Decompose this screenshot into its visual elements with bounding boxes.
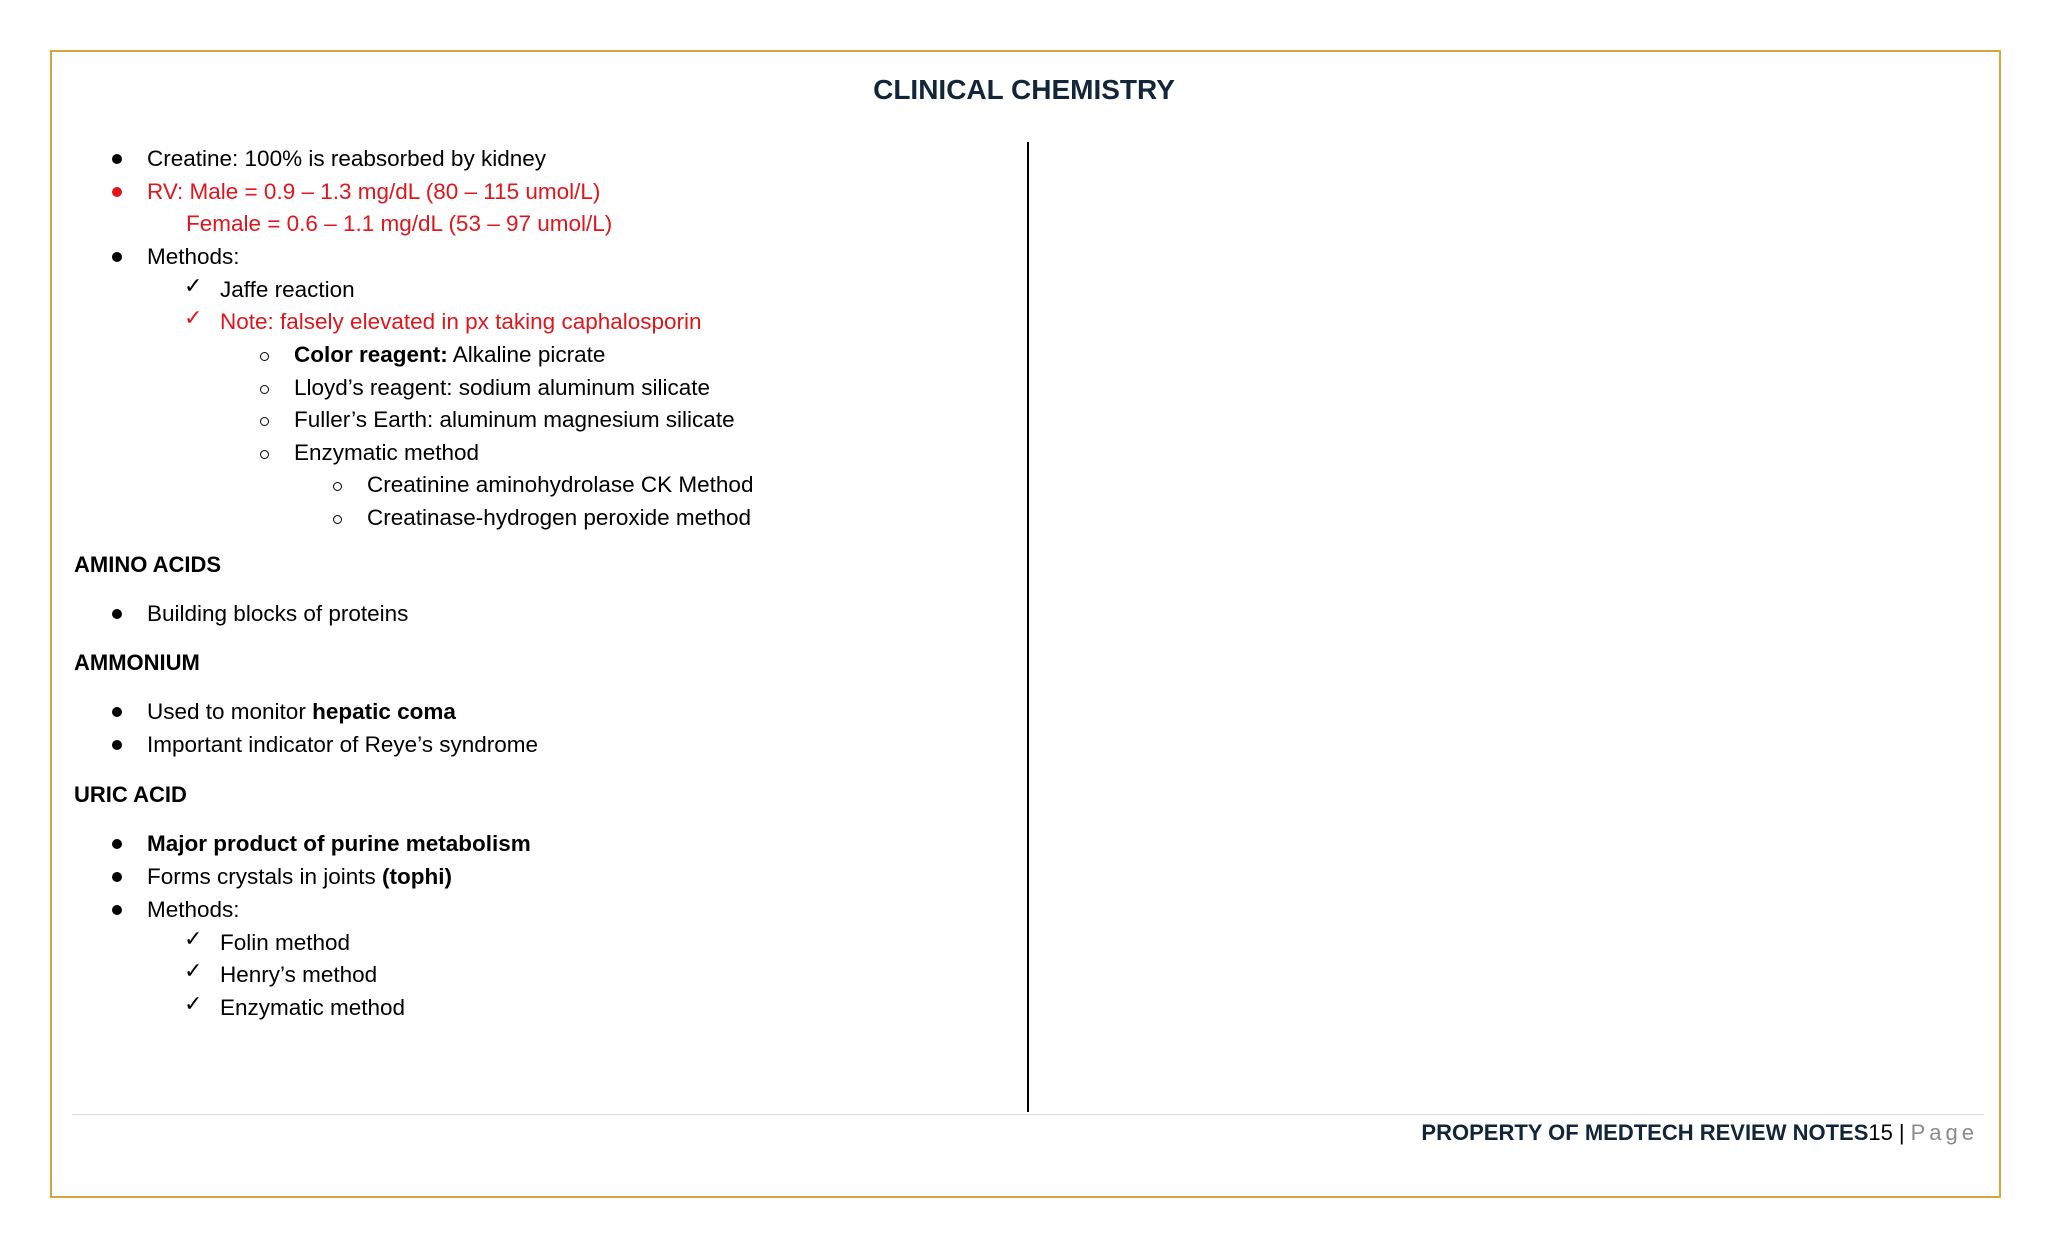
checkmark-icon: ✓: [184, 959, 203, 984]
ammonium-item-2: Important indicator of Reye’s syndrome: [147, 732, 539, 757]
method-jaffe: Jaffe reaction: [220, 277, 355, 302]
open-circle-bullet-icon: [260, 352, 269, 361]
open-circle-bullet-icon: [333, 482, 342, 491]
fuller-earth: Fuller’s Earth: aluminum magnesium silicate: [294, 407, 735, 432]
uric-acid-methods-label: Methods:: [147, 897, 240, 922]
page-title: CLINICAL CHEMISTRY: [873, 74, 1175, 105]
amino-acids-item: Building blocks of proteins: [147, 601, 409, 626]
color-reagent: [294, 341, 605, 369]
method-note: Note: falsely elevated in px taking caphalosporin: [220, 309, 702, 334]
rv-male: RV: Male = 0.9 – 1.3 mg/dL (80 – 115 umol/L): [147, 179, 601, 204]
bullet-icon: [112, 740, 122, 750]
bullet-icon: [112, 839, 122, 849]
uric-method-enzymatic: Enzymatic method: [220, 995, 406, 1020]
color-reagent-label: Color reagent:: [294, 342, 448, 367]
open-circle-bullet-icon: [260, 385, 269, 394]
creatine-item: Creatine: 100% is reabsorbed by kidney: [147, 146, 546, 171]
footer-rule: [72, 1114, 1984, 1115]
checkmark-icon: ✓: [184, 927, 203, 952]
checkmark-icon: ✓: [184, 992, 203, 1017]
section-heading-ammonium: AMMONIUM: [74, 650, 200, 675]
checkmark-icon: ✓: [184, 306, 203, 331]
page-number: 15: [1868, 1120, 1893, 1145]
bullet-icon: [112, 905, 122, 915]
color-reagent-value: Alkaline picrate: [447, 342, 606, 367]
page-footer: [1421, 1120, 1978, 1146]
enzymatic-method: Enzymatic method: [294, 440, 480, 465]
lloyd-reagent: Lloyd’s reagent: sodium aluminum silicate: [294, 375, 711, 400]
footer-brand: PROPERTY OF MEDTECH REVIEW NOTES: [1421, 1120, 1869, 1145]
section-heading-uric-acid: URIC ACID: [74, 782, 187, 807]
footer-separator: |: [1898, 1120, 1905, 1145]
uric-acid-item-2-prefix: Forms crystals in joints: [147, 864, 383, 889]
bullet-icon: [112, 707, 122, 717]
enzymatic-sub-2: Creatinase-hydrogen peroxide method: [367, 505, 751, 530]
section-heading-amino-acids: AMINO ACIDS: [74, 552, 222, 577]
bullet-icon: [112, 872, 122, 882]
open-circle-bullet-icon: [260, 450, 269, 459]
left-column: [0, 0, 1020, 1110]
open-circle-bullet-icon: [260, 417, 269, 426]
ammonium-item-1-prefix: Used to monitor: [147, 699, 313, 724]
rv-female: Female = 0.6 – 1.1 mg/dL (53 – 97 umol/L): [186, 211, 613, 236]
checkmark-icon: ✓: [184, 274, 203, 299]
enzymatic-sub-1: Creatinine aminohydrolase CK Method: [367, 472, 754, 497]
uric-method-folin: Folin method: [220, 930, 351, 955]
uric-acid-item-2-bold: (tophi): [382, 864, 453, 889]
column-divider: [1027, 142, 1029, 1112]
uric-acid-item-2: [147, 863, 452, 891]
bullet-icon: [112, 252, 122, 262]
ammonium-item-1-bold: hepatic coma: [312, 699, 456, 724]
bullet-icon: [112, 154, 122, 164]
ammonium-item-1: [147, 698, 456, 726]
bullet-icon: [112, 187, 122, 197]
open-circle-bullet-icon: [333, 515, 342, 524]
uric-method-henry: Henry’s method: [220, 962, 378, 987]
page-word: Page: [1910, 1120, 1978, 1145]
bullet-icon: [112, 609, 122, 619]
uric-acid-item-1: Major product of purine metabolism: [147, 831, 531, 856]
methods-label: Methods:: [147, 244, 240, 269]
